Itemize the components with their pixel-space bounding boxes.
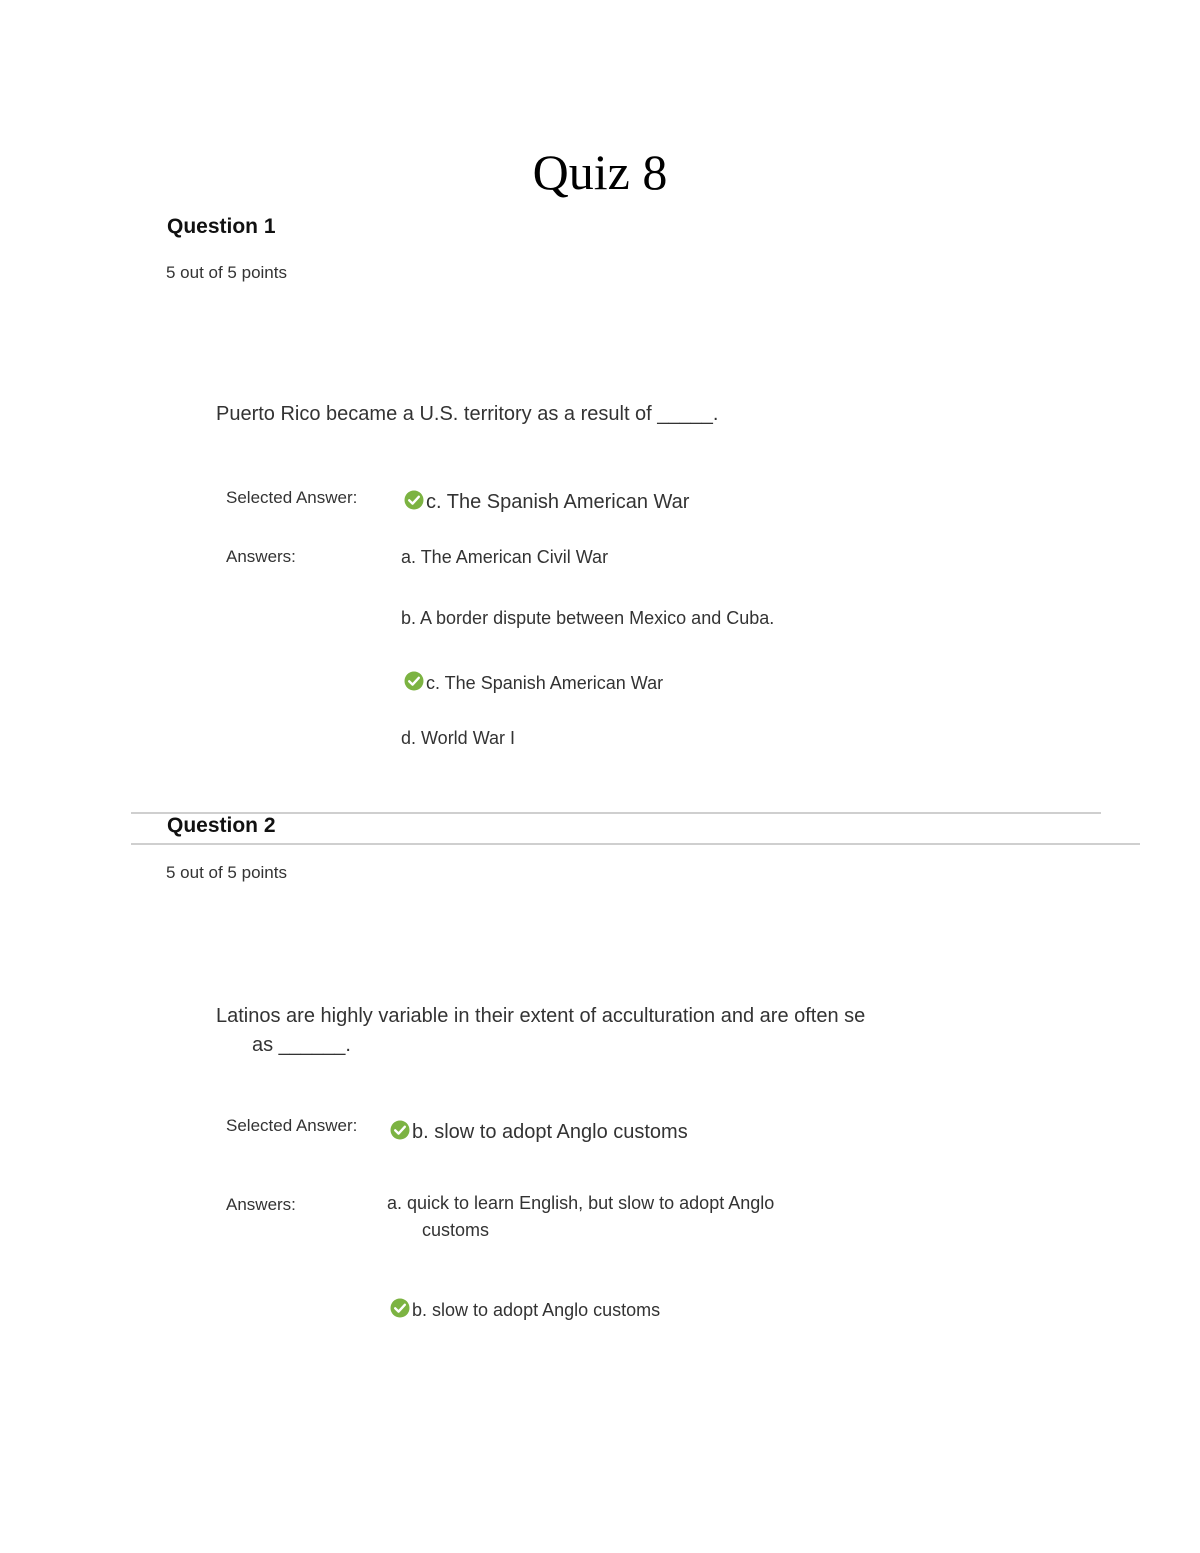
question-1-answer-c — [404, 671, 663, 696]
question-2-prompt-line-1: Latinos are highly variable in their extent of acculturation and are often se — [216, 1005, 866, 1027]
checkmark-circle-icon — [390, 1298, 410, 1323]
page-title: Quiz 8 — [532, 144, 668, 200]
question-1-answer-b: b. A border dispute between Mexico and Cuba. — [401, 608, 775, 628]
checkmark-circle-icon — [404, 490, 424, 516]
question-2-answer-b-text: b. slow to adopt Anglo customs — [412, 1300, 661, 1320]
question-1-answer-d: d. World War I — [401, 728, 516, 748]
question-2-points: 5 out of 5 points — [166, 863, 287, 882]
question-2-selected-label: Selected Answer: — [226, 1116, 358, 1135]
question-1-selected-label: Selected Answer: — [226, 488, 358, 507]
question-1-answer-a: a. The American Civil War — [401, 547, 609, 567]
question-1-answer-c-text: c. The Spanish American War — [426, 673, 664, 693]
question-2-answer-a-line-2: customs — [422, 1220, 490, 1240]
question-2-heading: Question 2 — [167, 814, 276, 837]
question-2-answers-label: Answers: — [226, 1195, 296, 1214]
question-1-selected-answer — [404, 490, 689, 516]
question-2-prompt-line-2: as ______. — [252, 1034, 351, 1056]
question-2-answer-a-line-1: a. quick to learn English, but slow to adopt Anglo — [387, 1193, 775, 1213]
question-1-points: 5 out of 5 points — [166, 263, 287, 282]
question-1-answers-label: Answers: — [226, 547, 296, 566]
question-2-answer-b — [390, 1298, 660, 1323]
question-2-selected-answer — [390, 1120, 688, 1146]
divider-top — [131, 812, 1101, 814]
checkmark-circle-icon — [390, 1120, 410, 1146]
question-1-selected-text: c. The Spanish American War — [426, 491, 690, 513]
question-1-prompt: Puerto Rico became a U.S. territory as a result of _____. — [216, 403, 719, 425]
question-2-selected-text: b. slow to adopt Anglo customs — [412, 1121, 688, 1143]
question-1-heading: Question 1 — [167, 215, 276, 238]
divider-bottom — [131, 843, 1140, 845]
checkmark-circle-icon — [404, 671, 424, 696]
